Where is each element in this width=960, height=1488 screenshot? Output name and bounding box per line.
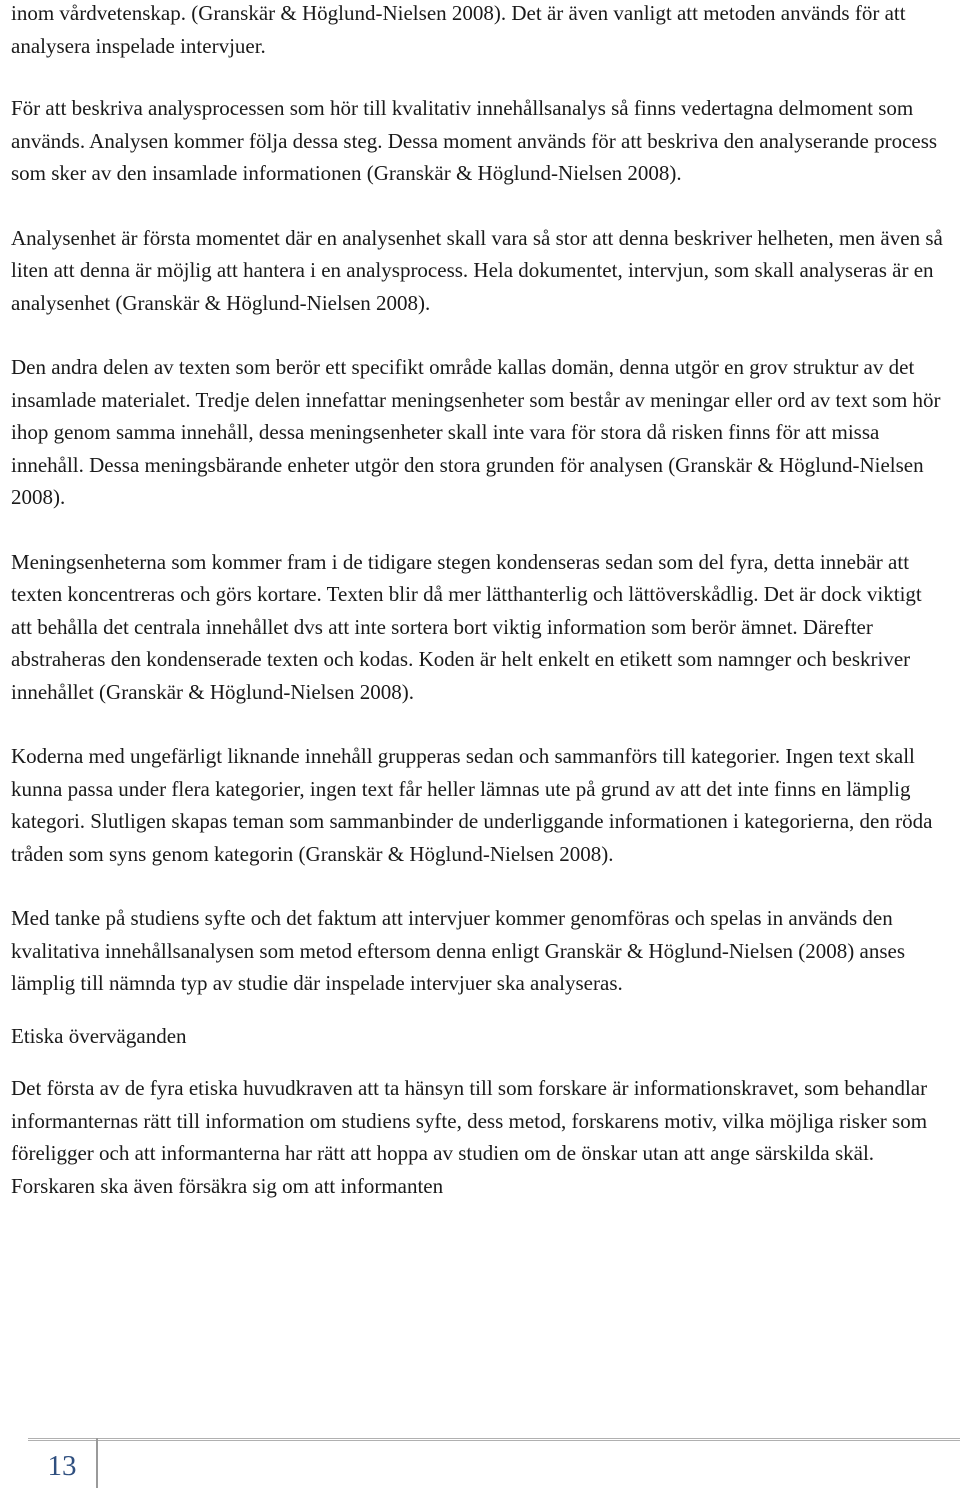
paragraph-5: Meningsenheterna som kommer fram i de tidigare stegen kondenseras sedan som del fyra, detta innebär att texten koncentreras och görs kortare. Texten blir då mer lätthanterlig och lättöverskådlig. Det är dock viktigt att behålla det centrala innehållet dvs att inte sortera bort viktig information som berör ämnet. Därefter abstraheras den kondenserade texten och kodas. Koden är helt enkelt en etikett som namnger och beskriver innehållet (Granskär & Höglund-Nielsen 2008). bbox=[11, 549, 922, 704]
section-heading: Etiska överväganden bbox=[11, 1023, 187, 1048]
paragraph-1: inom vårdvetenskap. (Granskär & Höglund-Nielsen 2008). Det är även vanligt att metoden används för att analysera inspelade intervjuer. bbox=[11, 1, 906, 58]
paragraph-8: Det första av de fyra etiska huvudkraven att ta hänsyn till som forskare är informationskravet, som behandlar informanternas rätt till information om studiens syfte, dess metod, forskarens motiv, vilka möjliga risker som föreligger och att informanterna har rätt att hoppa av studien om de önskar utan att ange särskilda skäl. Forskaren ska även försäkra sig om att informanten bbox=[11, 1076, 928, 1198]
footer-divider bbox=[96, 1438, 98, 1488]
footer-rule bbox=[28, 1438, 960, 1441]
page-footer bbox=[0, 1438, 960, 1488]
paragraph-7: Med tanke på studiens syfte och det faktum att intervjuer kommer genomföras och spelas in används den kvalitativa innehållsanalysen som metod eftersom denna enligt Granskär & Höglund-Nielsen (2008) anses lämplig till nämnda typ av studie där inspelade intervjuer ska analyseras. bbox=[11, 906, 906, 995]
paragraph-6: Koderna med ungefärligt liknande innehåll grupperas sedan och sammanförs till kategorier. Ingen text skall kunna passa under flera kategorier, ingen text får heller lämnas ute på grund av att det inte finns en lämplig kategori. Slutligen skapas teman som sammanbinder de underliggande informationen i kategorierna, den röda tråden som syns genom kategorin (Granskär & Höglund-Nielsen 2008). bbox=[11, 744, 933, 866]
paragraph-4: Den andra delen av texten som berör ett specifikt område kallas domän, denna utgör en grov struktur av det insamlade materialet. Tredje delen innefattar meningsenheter som består av meningar eller ord av text som hör ihop genom samma innehåll, dessa meningsenheter skall inte vara för stora då risken finns för att missa innehåll. Dessa meningsbärande enheter utgör den stora grunden för analysen (Granskär & Höglund-Nielsen 2008). bbox=[11, 355, 941, 509]
paragraph-3: Analysenhet är första momentet där en analysenhet skall vara så stor att denna beskriver helheten, men även så liten att denna är möjlig att hantera i en analysprocess. Hela dokumentet, intervjun, som skall analyseras är en analysenhet (Granskär & Höglund-Nielsen 2008). bbox=[11, 225, 943, 315]
page-body bbox=[11, 0, 946, 1202]
page-number: 13 bbox=[47, 1450, 77, 1482]
paragraph-2: För att beskriva analysprocessen som hör till kvalitativ innehållsanalys så finns vedertagna delmoment som används. Analysen kommer följa dessa steg. Dessa moment används för att beskriva den analyserande process som sker av den insamlade informationen (Granskär & Höglund-Nielsen 2008). bbox=[11, 96, 938, 185]
